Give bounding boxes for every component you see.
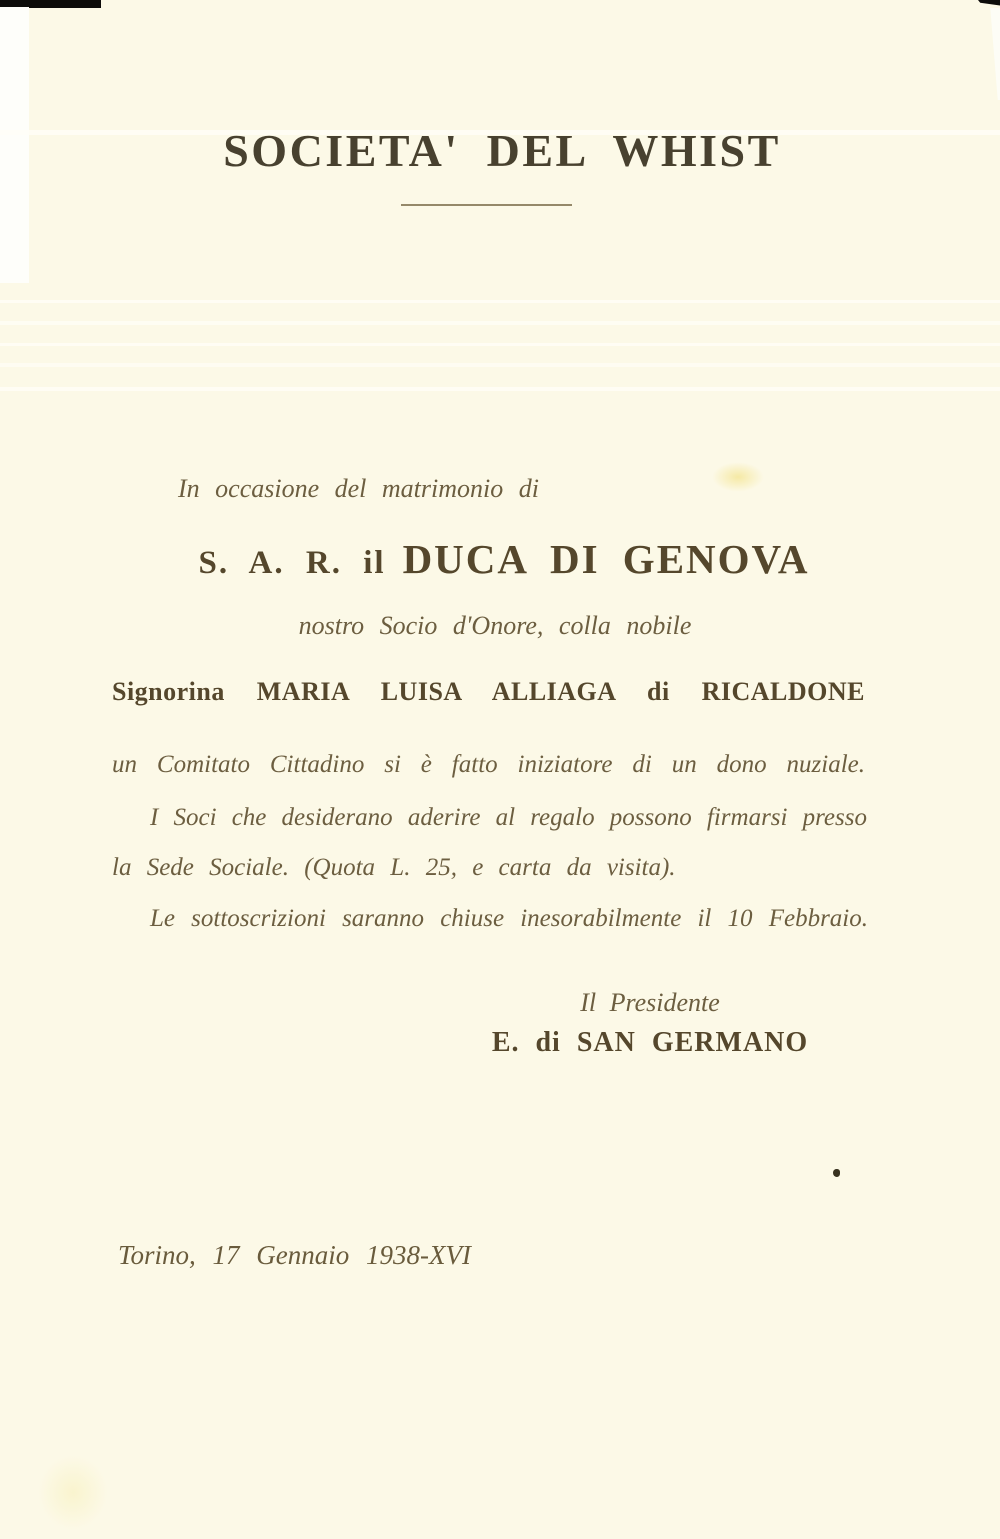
bride-name-line: Signorina MARIA LUISA ALLIAGA di RICALDONE: [112, 677, 865, 706]
scan-band: [0, 363, 1000, 367]
scan-band: [0, 343, 1000, 346]
groom-line: [0, 536, 1000, 583]
paper-stain: [712, 462, 764, 492]
scan-band: [0, 387, 1000, 391]
honor-member-line: nostro Socio d'Onore, colla nobile: [298, 611, 692, 640]
society-title: SOCIETA' DEL WHIST: [223, 125, 781, 176]
committee-paragraph: un Comitato Cittadino si è fatto iniziatore di un dono nuziale.: [112, 751, 865, 778]
groom-title-prefix: S. A. R. il: [198, 545, 386, 581]
signature-role: Il Presidente: [580, 988, 720, 1017]
ink-speck: [833, 1169, 840, 1177]
title-divider-rule: [401, 204, 572, 206]
closing-date-paragraph: Le sottoscrizioni saranno chiuse inesorabilmente il 10 Febbraio.: [150, 905, 868, 932]
paper-stain: [38, 1455, 108, 1530]
groom-name: DUCA DI GENOVA: [402, 536, 810, 582]
subscription-paragraph-line-1: I Soci che desiderano aderire al regalo possono firmarsi presso: [150, 804, 867, 831]
scan-band: [0, 300, 1000, 303]
scan-edge-right-white: [985, 8, 1000, 100]
signature-name: E. di SAN GERMANO: [491, 1027, 809, 1058]
subscription-paragraph-line-2: la Sede Sociale. (Quota L. 25, e carta da visita).: [112, 854, 676, 881]
scan-band: [0, 321, 1000, 325]
place-date-line: Torino, 17 Gennaio 1938-XVI: [118, 1240, 471, 1270]
signature-block: [435, 988, 865, 1059]
occasion-line: In occasione del matrimonio di: [178, 474, 539, 503]
